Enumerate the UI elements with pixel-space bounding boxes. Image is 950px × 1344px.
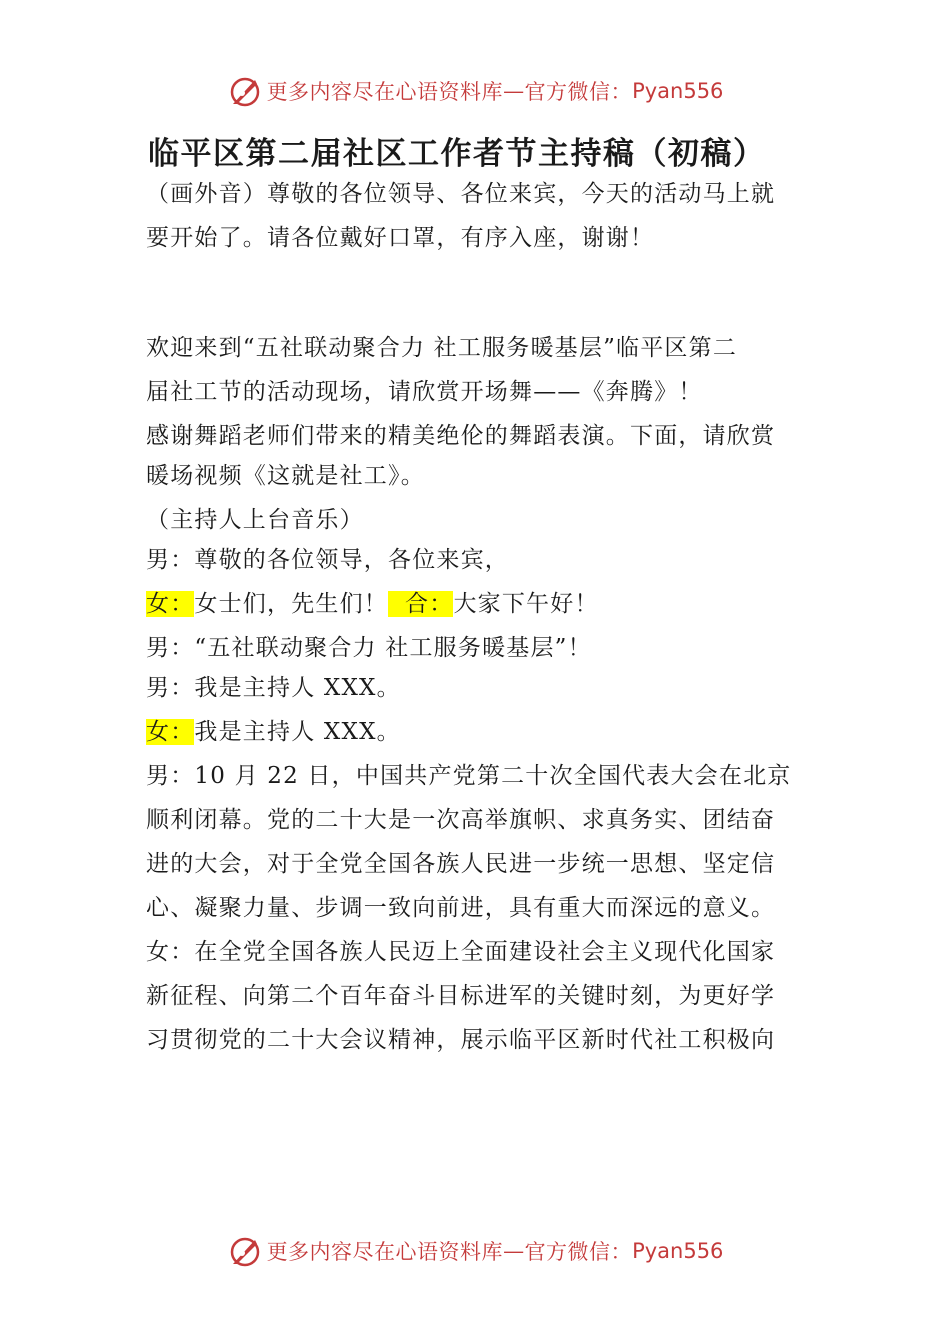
footer-watermark [0,1234,950,1268]
paragraph-line: 顺利闭幕。党的二十大是一次高举旗帜、求真务实、团结奋 [146,807,776,833]
paragraph-line: 习贯彻党的二十大会议精神，展示临平区新时代社工积极向 [146,1027,776,1053]
dialogue-line [146,582,816,626]
paragraph-line: 暖场视频《这就是社工》。 [146,463,425,489]
document-body [146,172,816,1062]
paragraph-line: 男：10 月 22 日，中国共产党第二十次全国代表大会在北京 [146,763,792,789]
paragraph-line: 心、凝聚力量、步调一致向前进，具有重大而深远的意义。 [146,895,776,921]
dialogue-text: 我是主持人 XXX。 [194,719,401,745]
watermark-label: 官方微信： [524,80,633,104]
watermark-label: 官方微信： [524,1240,633,1264]
paragraph-line: 欢迎来到“五社联动聚合力 社工服务暖基层”临平区第二 [146,335,738,361]
dialogue-line [146,710,816,754]
paragraph-line: 男：尊敬的各位领导，各位来宾， [146,547,509,573]
paragraph-line: （画外音）尊敬的各位领导、各位来宾，今天的活动马上就 [146,181,776,207]
paragraph-line: 进的大会，对于全党全国各族人民进一步统一思想、坚定信 [146,851,776,877]
watermark-separator: — [503,1239,525,1263]
speaker-female-highlight: 女： [146,719,195,745]
paragraph-line: 男：我是主持人 XXX。 [146,675,401,701]
paragraph-line: 感谢舞蹈老师们带来的精美绝伦的舞蹈表演。下面，请欣赏 [146,423,776,449]
paragraph-line: 届社工节的活动现场，请欣赏开场舞——《奔腾》！ [146,379,703,405]
paragraph-line: 男：“五社联动聚合力 社工服务暖基层”！ [146,635,592,661]
blank-line [146,260,816,326]
quill-logo-icon [227,1234,263,1268]
paragraph-line: 新征程、向第二个百年奋斗目标进军的关键时刻，为更好学 [146,983,776,1009]
dialogue-text: 大家下午好！ [453,591,599,617]
document-title: 临平区第二届社区工作者节主持稿（初稿） [148,136,766,172]
header-watermark [0,74,950,108]
speaker-together-highlight: 合： [388,591,454,617]
watermark-brand: 更多内容尽在心语资料库 [266,80,504,104]
watermark-handle: Pyan556 [632,79,724,103]
paragraph-line: 要开始了。请各位戴好口罩，有序入座，谢谢！ [146,225,655,251]
quill-logo-icon [227,74,263,108]
speaker-female-highlight: 女： [146,591,195,617]
watermark-brand: 更多内容尽在心语资料库 [266,1240,504,1264]
dialogue-text: 女士们，先生们！ [194,591,389,617]
watermark-separator: — [503,79,525,103]
paragraph-line: 女：在全党全国各族人民迈上全面建设社会主义现代化国家 [146,939,776,965]
watermark-handle: Pyan556 [632,1239,724,1263]
paragraph-line: （主持人上台音乐） [146,507,364,533]
